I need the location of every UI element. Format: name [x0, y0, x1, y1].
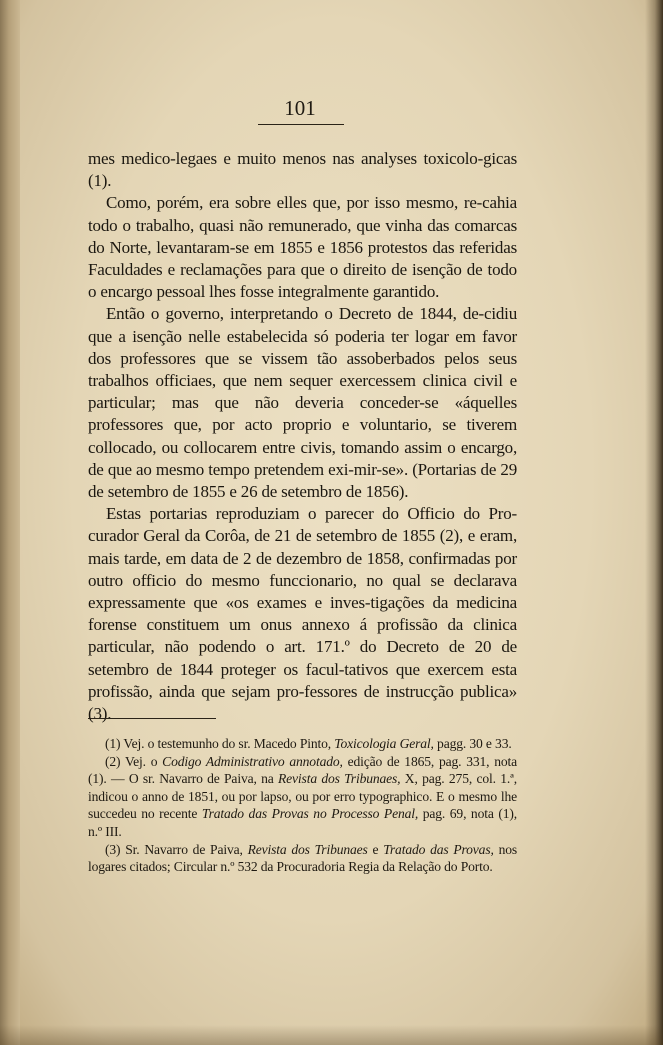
- text-run: mes medico-legaes e muito menos nas analyses toxicolo-gicas (1).: [88, 149, 517, 191]
- text-run: Como, porém, era sobre elles que, por isso mesmo, re-cahia todo o trabalho, quasi não remunerado, que vinha das comarcas do Norte, levantaram-se em 1855 e 1856 protestos das referidas Faculdades e reclamações para que o direito de isenção de todo o encargo pessoal lhes fosse integralmente garantido.: [88, 193, 517, 302]
- text-run: nos logares citados; Circular n.º 532 da Procuradoria Regia da Relação do Porto.: [88, 841, 518, 875]
- page-binding-edge: [0, 0, 20, 1045]
- italic-citation: Codigo Administrativo annotado,: [162, 753, 343, 769]
- footnotes: [88, 735, 517, 876]
- page-right-edge-shadow: [645, 0, 663, 1045]
- footnote-fn2: [88, 753, 517, 841]
- italic-citation: Tratado das Provas no Processo Penal,: [201, 806, 419, 822]
- italic-citation: Revista dos Tribunaes,: [278, 771, 401, 787]
- text-run: edição de 1865, pag. 331, nota (1). — O sr. Navarro de Paiva, na: [88, 753, 517, 787]
- page-bottom-edge-shadow: [0, 1025, 663, 1045]
- text-run: Estas portarias reproduziam o parecer do Officio do Pro-curador Geral da Corôa, de 21 de setembro de 1855 (2), e eram, mais tarde, em data de 2 de dezembro de 1858, confirmadas por outro officio do mesmo funccionario, no qual se declarava expressamente que «os exames e inves-tigações da medicina forense constituem um onus annexo á profissão da clinica particular, não podendo o art. 171.º do Decreto de 20 de setembro de 1844 proteger os facul-tativos que exercem esta profissão, ainda que sejam pro-fessores de instrucção publica» (3).: [88, 504, 517, 724]
- text-run: pag. 69, nota (1), n.º III.: [88, 806, 517, 839]
- italic-citation: Revista dos Tribunaes: [247, 841, 368, 857]
- text-run: Então o governo, interpretando o Decreto de 1844, de-cidiu que a isenção nelle estabelecida só poderia ter logar em favor dos professores que se vissem tão assoberbados pelos seus trabalhos officiaes, que nem sequer exercessem clinica civil e particular; mas que não deveria conceder-se «áquelles professores que, por acto proprio e voluntario, se tiverem collocado, ou collocarem entre civis, tomando assim o encargo, de que ao mesmo tempo pretendem exi-mir-se». (Portarias de 29 de setembro de 1855 e 26 de setembro de 1856).: [88, 304, 517, 502]
- text-run: (1) Vej. o testemunho do sr. Macedo Pinto,: [105, 736, 335, 751]
- italic-citation: Tratado das Provas,: [383, 841, 494, 857]
- text-run: e: [367, 841, 384, 857]
- footnote-fn1: [88, 735, 517, 753]
- text-run: X, pag. 275, col. 1.ª, indicou o anno de 1851, ou por lapso, ou por erro typographico. E o mesmo lhe succedeu no recente: [88, 771, 517, 822]
- text-run: pagg. 30 e 33.: [433, 736, 512, 751]
- page-number-rule: [258, 124, 344, 125]
- footnote-fn3: [88, 841, 517, 876]
- footnote-separator: [88, 718, 216, 719]
- text-run: (2) Vej. o: [105, 753, 163, 769]
- paragraph-p3: [88, 303, 517, 503]
- paragraph-p4: [88, 503, 517, 725]
- paragraph-p1: [88, 148, 517, 192]
- body-text: [88, 148, 517, 725]
- text-run: (3) Sr. Navarro de Paiva,: [105, 841, 248, 857]
- paragraph-p2: [88, 192, 517, 303]
- italic-citation: Toxicologia Geral,: [334, 736, 434, 751]
- page-number: 101: [284, 96, 316, 120]
